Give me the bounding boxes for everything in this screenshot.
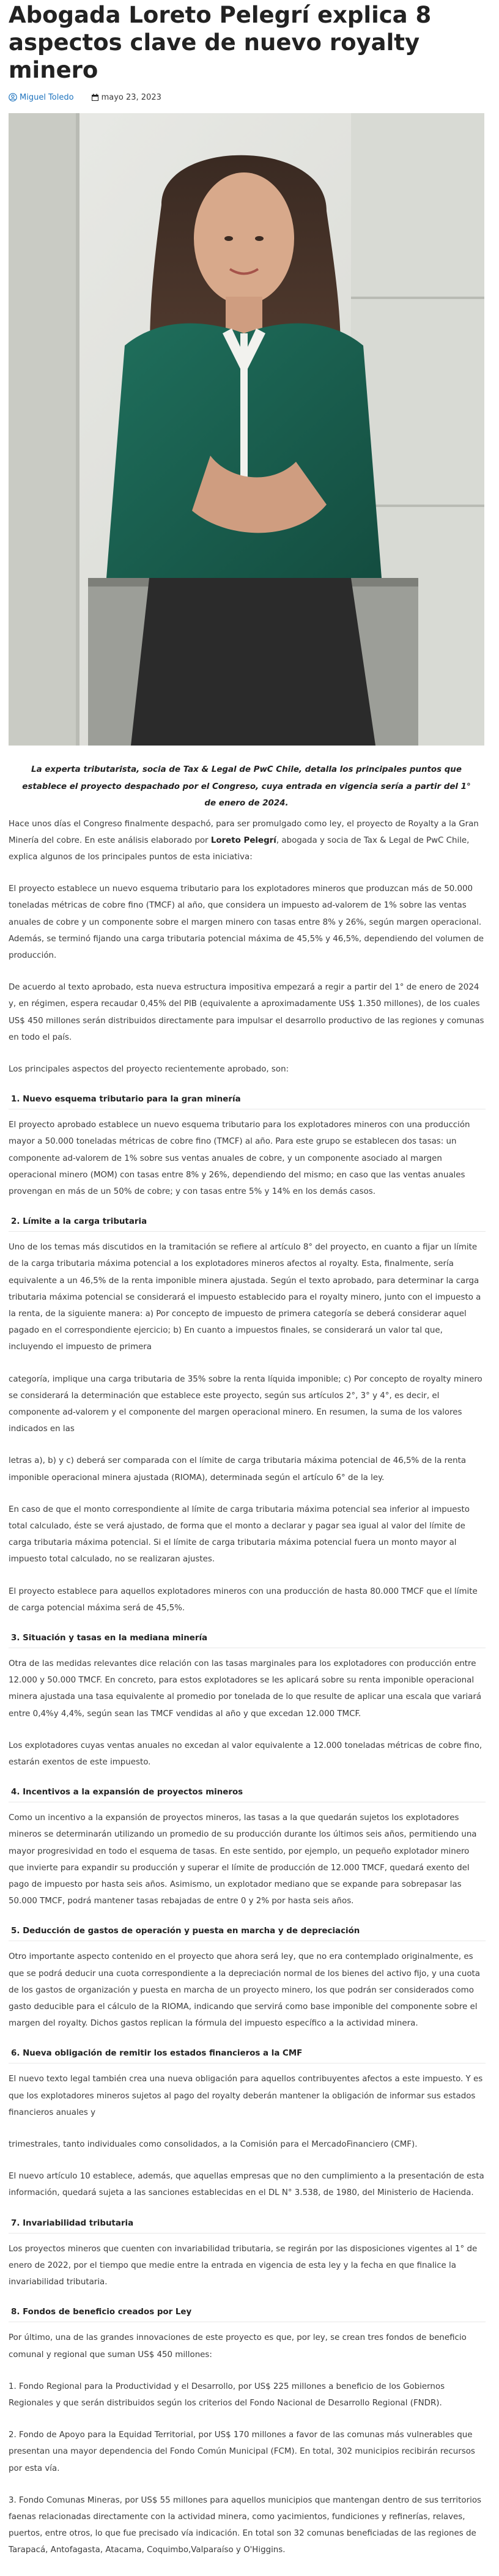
paragraph-2: De acuerdo al texto aprobado, esta nueva estructura impositiva empezará a regir a partir del 1° de enero de 2024 y, en régimen, espera recaudar 0,45% del PIB (equivalente a aproximadamente US$ 1.350 millones), de los cuales US$ 450 millones serán distribuidos directamente para impulsar el desarrollo productivo de las regiones y comunas en todo el país. xyxy=(9,983,484,1042)
author-name-bold: Loreto Pelegrí xyxy=(210,835,276,845)
post-meta xyxy=(9,91,484,103)
paragraph-3: Los principales aspectos del proyecto recientemente aprobado, son: xyxy=(9,1064,289,1074)
section-2-paragraph-3: letras a), b) y c) deberá ser comparada con el límite de carga tributaria máxima potencial de 46,5% de la renta imponible operacional minera ajustada (RIOMA), determinada según el artículo 6° de la ley. xyxy=(9,1456,467,1482)
sections-container xyxy=(9,1091,484,2558)
paragraph-1: El proyecto establece un nuevo esquema tributario para los explotadores mineros que produzcan más de 50.000 toneladas métricas de cobre fino (TMCF) al año, que considera un impuesto ad-valorem de 1% sobre las ventas anuales de cobre y un componente sobre el margen minero con tasas entre 8% y 26%, según margen operacional. Además, se terminó fijando una carga tributaria potencial máxima de 45,5% y 46,5%, dependiendo del volumen de producción. xyxy=(9,884,484,960)
section-8-paragraph-2: 1. Fondo Regional para la Productividad y el Desarrollo, por US$ 225 millones a beneficio de los Gobiernos Regionales y que serán distribuidos según los criterios del Fondo Nacional de Desarrollo Regional (FNDR). xyxy=(9,2382,445,2408)
calendar-icon xyxy=(91,94,99,102)
photo-caption: La experta tributarista, socia de Tax & Legal de PwC Chile, detalla los principales puntos que establece el proyecto despachado por el Congreso, cuya entrada en vigencia sería a partir del 1° de enero de 2024. xyxy=(22,765,471,808)
section-3-paragraph-2: Los explotadores cuyas ventas anuales no excedan al valor equivalente a 12.000 toneladas métricas de cobre fino, estarán exentos de este impuesto. xyxy=(9,1741,482,1767)
section-5-paragraph-1: Otro importante aspecto contenido en el proyecto que ahora será ley, que no era contemplado originalmente, es que se podrá deducir una cuota correspondiente a la depreciación normal de los bienes del activo fijo, y una cuota de los gastos de organización y puesta en marcha de un proyecto minero, los que podrán ser considerados como gasto deducible para el cálculo de la RIOMA, indicando que servirá como base imponible del componente sobre el margen del royalty. Dichos gastos replican la fórmula del impuesto específico a la actividad minera. xyxy=(9,1952,480,2029)
section-6-paragraph-2: trimestrales, tanto individuales como consolidados, a la Comisión para el MercadoFinanciero (CMF). xyxy=(9,2140,418,2150)
author-link[interactable]: Miguel Toledo xyxy=(20,92,74,102)
section-1-paragraph-1: El proyecto aprobado establece un nuevo esquema tributario para los explotadores mineros con una producción mayor a 50.000 toneladas métricas de cobre fino (TMCF) al año. Para este grupo se establecen dos tasas: un componente ad-valorem de 1% sobre sus ventas anuales de cobre, y un componente asociado al margen operacional minero (MOM) con tasas entre 8% y 26%, dependiendo del mismo; en caso que las ventas anuales provengan en más de un 50% de cobre; y con tasas entre 5% y 14% en los demás casos. xyxy=(9,1120,470,1196)
intro-paragraph xyxy=(9,816,486,866)
section-2-paragraph-5: El proyecto establece para aquellos explotadores mineros con una producción de hasta 80.000 TMCF que el límite de carga potencial máxima será de 45,5%. xyxy=(9,1586,478,1613)
section-7-paragraph-1: Los proyectos mineros que cuenten con invariabilidad tributaria, se regirán por las disposiciones vigentes al 1° de enero de 2022, por el tiempo que medie entre la entrada en vigencia de esta ley y la fecha en que finalice la invariabilidad tributaria. xyxy=(9,2244,478,2287)
section-6-paragraph-1: El nuevo texto legal también crea una nueva obligación para aquellos contribuyentes afectos a este impuesto. Y es que los explotadores mineros sujetos al pago del royalty deberán mantener la obligación de informar sus estados financieros anuales y xyxy=(9,2074,483,2117)
section-2-paragraph-2: categoría, implique una carga tributaria de 35% sobre la renta líquida imponible; c) Por concepto de royalty minero se considerará la determinación que establece este proyecto, según sus artículos 2°, 3° y 4°, es decir, el componente ad-valorem y el componente del margen operacional minero. En resumen, la suma de los valores indicados en las xyxy=(9,1374,482,1434)
section-3-paragraph-1: Otra de las medidas relevantes dice relación con las tasas marginales para los explotadores con producción entre 12.000 y 50.000 TMCF. En concreto, para estos explotadores se les aplicará sobre su renta imponible operacional minera ajustada una tasa equivalente al promedio por tonelada de lo que resulte de aplicar una escala que variará entre 0,4%y 4,4%, según sean las TMCF vendidas al año y que excedan 12.000 TMCF. xyxy=(9,1659,482,1719)
section-title-1: 1. Nuevo esquema tributario para la gran minería xyxy=(11,1095,241,1105)
article-title: Abogada Loreto Pelegrí explica 8 aspectos clave de nuevo royalty minero xyxy=(9,2,432,83)
section-8-paragraph-3: 2. Fondo de Apoyo para la Equidad Territorial, por US$ 170 millones a favor de las comunas más vulnerables que presentan una mayor dependencia del Fondo Común Municipal (FCM). En total, 302 municipios recibirán recursos por esta vía. xyxy=(9,2430,475,2473)
section-4-paragraph-1: Como un incentivo a la expansión de proyectos mineros, las tasas a la que quedarán sujetos los explotadores mineros se determinarán utilizando un promedio de su producción durante los últimos seis años, permitiendo una mayor progresividad en todo el esquema de tasas. En este sentido, por ejemplo, un pequeño explotador minero que invierte para expandir su producción y superar el límite de producción de 12.000 TMCF, quedará exento del pago de impuesto por hasta seis años. Asimismo, un explotador mediano que se expande para sobrepasar las 50.000 TMCF, podrá mantener tasas rebajadas de entre 0 y 2% por hasta seis años. xyxy=(9,1813,477,1906)
intro-text-start: Hace unos días el Congreso finalmente despachó, para ser promulgado como ley, el proyecto de Royalty a la Gran Minería del cobre. En este análisis elaborado por xyxy=(9,819,479,845)
section-title-7: 7. Invariabilidad tributaria xyxy=(11,2218,134,2228)
post-date: mayo 23, 2023 xyxy=(101,92,161,102)
section-title-8: 8. Fondos de beneficio creados por Ley xyxy=(11,2308,192,2317)
hero-photo-image xyxy=(9,113,484,746)
section-title-4: 4. Incentivos a la expansión de proyectos mineros xyxy=(11,1788,243,1797)
section-8-paragraph-4: 3. Fondo Comunas Mineras, por US$ 55 millones para aquellos municipios que mantengan dentro de sus territorios faenas relacionadas directamente con la actividad minera, como yacimientos, fundiciones y refinerías, relaves, puertos, entre otros, lo que fue precisado vía indicación. En total son 32 comunas beneficiadas de las regiones de Tarapacá, Antofagasta, Atacama, Coquimbo,Valparaíso y O'Higgins. xyxy=(9,2495,481,2555)
section-divider xyxy=(9,1231,486,1232)
intro-text-end: , abogada y socia de Tax & Legal de PwC Chile, explica algunos de los principales puntos de esta iniciativa: xyxy=(9,835,470,862)
section-title-3: 3. Situación y tasas en la mediana minería xyxy=(11,1634,208,1643)
section-8-paragraph-1: Por último, una de las grandes innovaciones de este proyecto es que, por ley, se crean tres fondos de beneficio comunal y regional que suman US$ 450 millones: xyxy=(9,2333,467,2359)
section-title-6: 6. Nueva obligación de remitir los estados financieros a la CMF xyxy=(11,2049,303,2059)
section-title-2: 2. Límite a la carga tributaria xyxy=(11,1217,147,1227)
section-2-paragraph-4: En caso de que el monto correspondiente al límite de carga tributaria máxima potencial sea inferior al impuesto total calculado, éste se verá ajustado, de forma que el monto a declarar y pagar sea igual al valor del límite de carga tributaria máxima potencial. Si el límite de carga tributaria máxima potencial fuera un monto mayor al impuesto total calculado, no se realizaran ajustes. xyxy=(9,1505,470,1564)
article-body xyxy=(9,816,484,2559)
hero-photo xyxy=(9,113,484,746)
section-title-5: 5. Deducción de gastos de operación y puesta en marcha y de depreciación xyxy=(11,1926,360,1936)
section-2-paragraph-1: Uno de los temas más discutidos en la tramitación se refiere al artículo 8° del proyecto, en cuanto a fijar un límite de la carga tributaria máxima potencial a los explotadores mineros afectos al royalty. Esta, finalmente, sería equivalente a un 46,5% de la renta imponible minera ajustada. Según el texto aprobado, para determinar la carga tributaria máxima potencial se considerará el impuesto establecido para el royalty minero, junto con el impuesto a la renta, de la siguiente manera: a) Por concepto de impuesto de primera categoría se deberá considerar aquel pagado en el correspondiente ejercicio; b) En cuanto a impuestos finales, se considerará un valor tal que, incluyendo el impuesto de primera xyxy=(9,1243,481,1352)
user-icon xyxy=(9,93,17,102)
section-divider xyxy=(9,2233,486,2234)
section-6-paragraph-3: El nuevo artículo 10 establece, además, que aquellas empresas que no den cumplimiento a la presentación de esta información, quedará sujeta a las sanciones establecidas en el DL N° 3.538, de 1980, del Ministerio de Hacienda. xyxy=(9,2172,484,2198)
